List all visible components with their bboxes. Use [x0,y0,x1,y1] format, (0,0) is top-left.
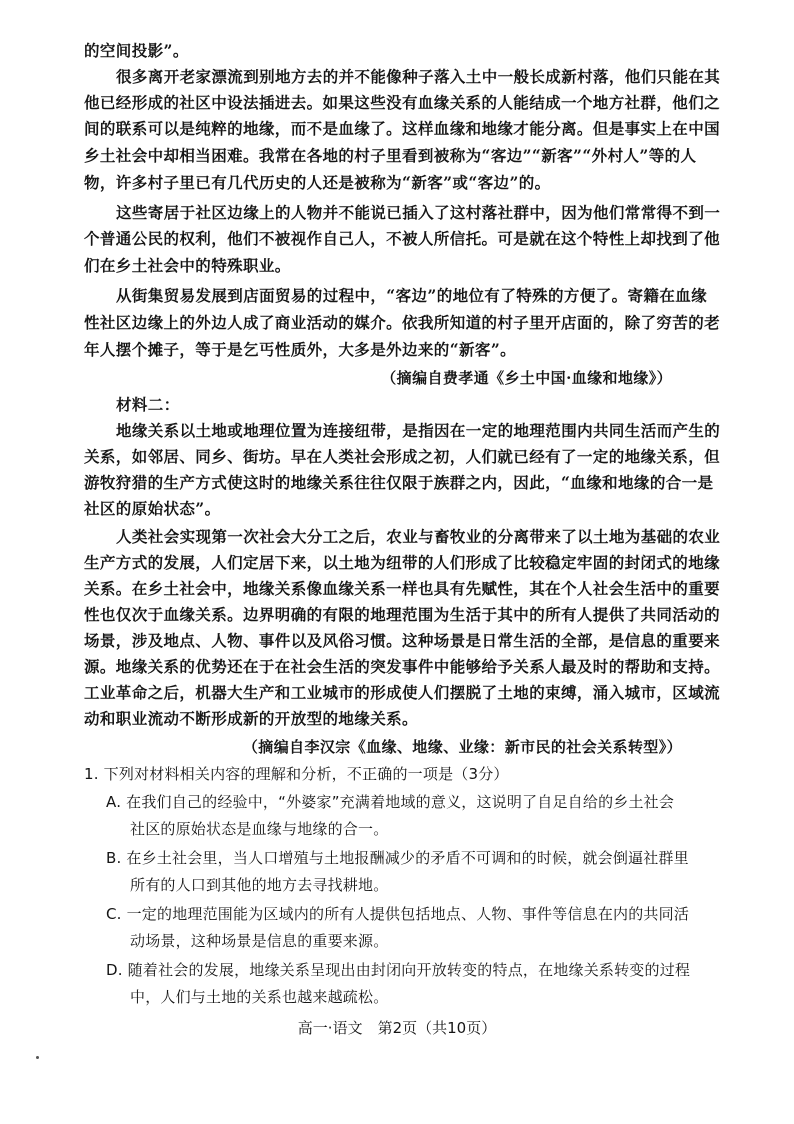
option-d-line-1: D. 随着社会的发展，地缘关系呈现出由封闭向开放转变的特点，在地缘关系转变的过程 [106,961,691,979]
material-one-source: （摘编自费孝通《乡土中国·血缘和地缘》） [381,369,672,387]
option-d-line-2: 中，人们与土地的关系也越来越疏松。 [130,988,389,1006]
passage-line: 很多离开老家漂流到别地方去的并不能像种子落入土中一般长成新村落，他们只能在其 [116,67,721,86]
passage-line: 游牧狩猎的生产方式使这时的地缘关系往往仅限于族群之内，因此，“血缘和地缘的合一是 [84,473,714,492]
passage-line: 关系，如邻居、同乡、街坊。早在人类社会形成之初，人们就已经有了一定的地缘关系，但 [84,447,721,466]
passage-line: 工业革命之后，机器大生产和工业城市的形成使人们摆脱了土地的束缚，涌入城市，区域流 [84,683,721,702]
material-two-heading: 材料二： [116,395,180,414]
passage-line: 社区的原始状态”。 [84,499,221,518]
option-b-line-2: 所有的人口到其他的地方去寻找耕地。 [130,876,389,894]
passage-line: 乡土社会中却相当困难。我常在各地的村子里看到被称为“客边”“新客”“外村人”等的人 [84,146,697,165]
passage-line: 地缘关系以土地或地理位置为连接纽带，是指因在一定的地理范围内共同生活而产生的 [116,421,721,440]
passage-line: 源。地缘关系的优势还在于在社会生活的突发事件中能够给予关系人最及时的帮助和支持。 [84,657,721,676]
material-two-source: （摘编自李汉宗《血缘、地缘、业缘：新市民的社会关系转型》） [242,738,682,756]
passage-line: 生产方式的发展，人们定居下来，以土地为纽带的人们形成了比较稳定牢固的封闭式的地缘 [84,553,721,572]
passage-line: 们在乡土社会中的特殊职业。 [84,256,291,275]
passage-line: 场景，涉及地点、人物、事件以及风俗习惯。这种场景是日常生活的全部，是信息的重要来 [84,631,721,650]
passage-line: 动和职业流动不断形成新的开放型的地缘关系。 [84,709,418,728]
passage-line: 人类社会实现第一次社会大分工之后，农业与畜牧业的分离带来了以土地为基础的农业 [116,527,721,546]
page-footer: 高一·语文 第2页（共10页） [297,1019,497,1037]
option-c-line-2: 动场景，这种场景是信息的重要来源。 [130,932,389,950]
passage-line: 关系。在乡土社会中，地缘关系像血缘关系一样也具有先赋性，其在个人社会生活中的重要 [84,579,721,598]
passage-line: 从街集贸易发展到店面贸易的过程中，“客边”的地位有了特殊的方便了。寄籍在血缘 [116,286,708,305]
passage-line: 性也仅次于血缘关系。边界明确的有限的地理范围为生活于其中的所有人提供了共同活动的 [84,605,721,624]
passage-line: 的空间投影”。 [84,41,189,60]
passage-line: 性社区边缘上的外边人成了商业活动的媒介。依我所知道的村子里开店面的，除了穷苦的老 [84,313,721,332]
option-a-line-1: A. 在我们自己的经验中，“外婆家”充满着地域的意义，这说明了自足自给的乡土社会 [106,793,675,811]
passage-line: 年人摆个摊子，等于是乞丐性质外，大多是外边来的“新客”。 [84,340,517,359]
passage-line: 间的联系可以是纯粹的地缘，而不是血缘了。这样血缘和地缘才能分离。但是事实上在中国 [84,119,721,138]
passage-line: 物，许多村子里已有几代历史的人还是被称为“新客”或“客边”的。 [84,173,551,192]
question-stem: 1. 下列对材料相关内容的理解和分析，不正确的一项是（3分） [84,765,509,783]
passage-line: 他已经形成的社区中设法插进去。如果这些没有血缘关系的人能结成一个地方社群，他们之 [84,93,721,112]
passage-line: 这些寄居于社区边缘上的人物并不能说已插入了这村落社群中，因为他们常常得不到一 [116,203,721,222]
scan-speck [36,1056,39,1059]
option-b-line-1: B. 在乡土社会里，当人口增殖与土地报酬减少的矛盾不可调和的时候，就会倒逼社群里 [106,849,689,867]
option-c-line-1: C. 一定的地理范围能为区域内的所有人提供包括地点、人物、事件等信息在内的共同活 [106,905,690,923]
option-a-line-2: 社区的原始状态是血缘与地缘的合一。 [130,820,389,838]
passage-line: 个普通公民的权利，他们不被视作自己人，不被人所信托。可是就在这个特性上却找到了他 [84,229,721,248]
